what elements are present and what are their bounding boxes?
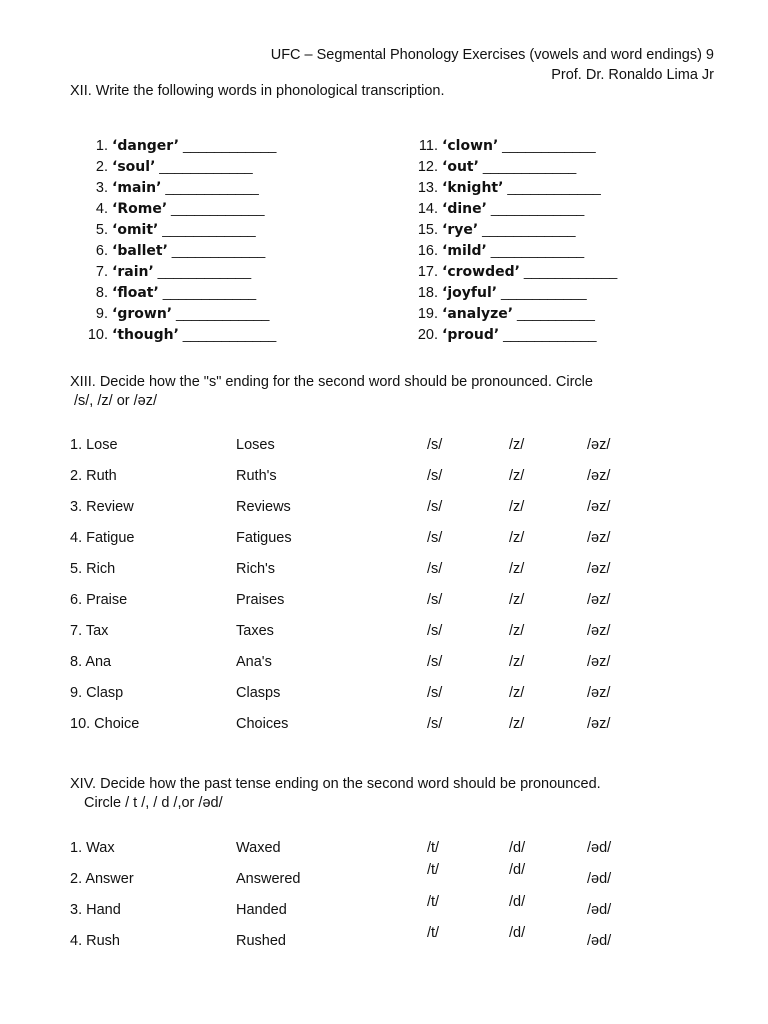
pronunciation-option-2[interactable]: /z/ bbox=[509, 654, 525, 670]
exercise-row bbox=[70, 623, 710, 643]
pronunciation-option-3[interactable]: /əz/ bbox=[587, 716, 611, 732]
inflected-word: Taxes bbox=[236, 623, 274, 639]
item-number: 20. bbox=[417, 327, 438, 343]
item-word: ‘proud’ bbox=[442, 327, 500, 343]
transcription-item bbox=[70, 261, 276, 282]
answer-blank[interactable]: ____________ bbox=[179, 137, 277, 153]
pronunciation-option-1[interactable]: /s/ bbox=[427, 654, 443, 670]
inflected-word: Waxed bbox=[236, 840, 281, 856]
pronunciation-option-1[interactable]: /t/ bbox=[427, 925, 440, 941]
section-xiii-title bbox=[70, 373, 593, 411]
item-word: ‘grown’ bbox=[112, 306, 173, 322]
pronunciation-option-3[interactable]: /əd/ bbox=[587, 871, 612, 887]
item-word: ‘omit’ bbox=[112, 222, 159, 238]
pronunciation-option-2[interactable]: /d/ bbox=[509, 840, 526, 856]
item-number: 10. bbox=[87, 327, 108, 343]
item-number: 2. bbox=[95, 159, 108, 175]
base-word: 2. Ruth bbox=[70, 468, 117, 484]
exercise-row bbox=[70, 592, 710, 612]
inflected-word: Rich's bbox=[236, 561, 276, 577]
pronunciation-option-3[interactable]: /əz/ bbox=[587, 561, 611, 577]
inflected-word: Fatigues bbox=[236, 530, 292, 546]
pronunciation-option-1[interactable]: /t/ bbox=[427, 894, 440, 910]
header-author: Prof. Dr. Ronaldo Lima Jr bbox=[551, 67, 714, 83]
answer-blank[interactable]: __________ bbox=[513, 305, 595, 321]
item-word: ‘soul’ bbox=[112, 159, 156, 175]
page-header bbox=[271, 45, 714, 85]
transcription-item bbox=[70, 156, 276, 177]
transcription-item bbox=[70, 282, 276, 303]
item-word: ‘crowded’ bbox=[442, 264, 520, 280]
exercise-row bbox=[70, 685, 710, 705]
pronunciation-option-1[interactable]: /s/ bbox=[427, 499, 443, 515]
item-word: ‘mild’ bbox=[442, 243, 487, 259]
exercise-row bbox=[70, 468, 710, 488]
transcription-item bbox=[70, 240, 276, 261]
item-word: ‘though’ bbox=[112, 327, 179, 343]
pronunciation-option-1[interactable]: /s/ bbox=[427, 530, 443, 546]
item-number: 14. bbox=[417, 201, 438, 217]
item-word: ‘float’ bbox=[112, 285, 159, 301]
section-xiii-options: /s/, /z/ or /əz/ bbox=[74, 393, 157, 409]
item-number: 12. bbox=[417, 159, 438, 175]
answer-blank[interactable]: ____________ bbox=[486, 242, 585, 258]
pronunciation-option-1[interactable]: /s/ bbox=[427, 623, 443, 639]
transcription-item bbox=[70, 303, 276, 324]
exercise-row bbox=[70, 437, 710, 457]
inflected-word: Choices bbox=[236, 716, 289, 732]
header-course-title: UFC – Segmental Phonology Exercises (vowels and word endings) 9 bbox=[270, 47, 714, 63]
pronunciation-option-3[interactable]: /əz/ bbox=[587, 623, 611, 639]
pronunciation-option-2[interactable]: /d/ bbox=[509, 862, 526, 878]
exercise-row bbox=[70, 499, 710, 519]
item-number: 6. bbox=[95, 243, 108, 259]
base-word: 1. Wax bbox=[70, 840, 115, 856]
pronunciation-option-2[interactable]: /d/ bbox=[509, 925, 526, 941]
item-word: ‘dine’ bbox=[442, 201, 487, 217]
item-number: 8. bbox=[95, 285, 108, 301]
exercise-row bbox=[70, 925, 710, 953]
base-word: 3. Hand bbox=[70, 902, 121, 918]
item-number: 4. bbox=[95, 201, 108, 217]
inflected-word: Ruth's bbox=[236, 468, 277, 484]
item-number: 5. bbox=[95, 222, 108, 238]
answer-blank[interactable]: ____________ bbox=[167, 200, 265, 216]
transcription-item bbox=[416, 198, 617, 219]
pronunciation-option-1[interactable]: /s/ bbox=[427, 592, 443, 608]
answer-blank[interactable]: ____________ bbox=[158, 221, 256, 237]
transcription-item bbox=[70, 198, 276, 219]
answer-blank[interactable]: ____________ bbox=[498, 137, 596, 153]
item-word: ‘ballet’ bbox=[112, 243, 168, 259]
inflected-word: Ana's bbox=[236, 654, 272, 670]
exercise-row bbox=[70, 654, 710, 674]
base-word: 7. Tax bbox=[70, 623, 109, 639]
item-number: 17. bbox=[417, 264, 438, 280]
item-number: 18. bbox=[417, 285, 438, 301]
exercise-row bbox=[70, 716, 710, 736]
exercise-row bbox=[70, 840, 710, 860]
pronunciation-option-1[interactable]: /t/ bbox=[427, 862, 440, 878]
item-word: ‘analyze’ bbox=[442, 306, 514, 322]
item-word: ‘danger’ bbox=[112, 138, 180, 154]
transcription-item bbox=[70, 219, 276, 240]
base-word: 10. Choice bbox=[70, 716, 140, 732]
item-number: 9. bbox=[95, 306, 108, 322]
pronunciation-option-1[interactable]: /s/ bbox=[427, 437, 443, 453]
pronunciation-option-3[interactable]: /əz/ bbox=[587, 592, 611, 608]
exercise-row bbox=[70, 862, 710, 891]
pronunciation-option-2[interactable]: /z/ bbox=[509, 685, 525, 701]
pronunciation-option-1[interactable]: /s/ bbox=[427, 468, 443, 484]
transcription-item bbox=[416, 282, 617, 303]
answer-blank[interactable]: ____________ bbox=[155, 158, 253, 174]
inflected-word: Rushed bbox=[236, 933, 286, 949]
section-xiii-instruction: XIII. Decide how the "s" ending for the second word should be pronounced. Circle bbox=[70, 374, 593, 390]
transcription-item bbox=[416, 135, 617, 156]
pronunciation-option-1[interactable]: /t/ bbox=[427, 840, 440, 856]
item-word: ‘main’ bbox=[112, 180, 162, 196]
section-xiv-options: Circle / t /, / d /,or /əd/ bbox=[84, 795, 223, 811]
transcription-item bbox=[416, 261, 617, 282]
base-word: 3. Review bbox=[70, 499, 134, 515]
inflected-word: Answered bbox=[236, 871, 301, 887]
base-word: 6. Praise bbox=[70, 592, 128, 608]
item-word: ‘out’ bbox=[442, 159, 479, 175]
transcription-item bbox=[416, 240, 617, 261]
item-number: 7. bbox=[95, 264, 108, 280]
inflected-word: Clasps bbox=[236, 685, 281, 701]
base-word: 4. Fatigue bbox=[70, 530, 135, 546]
transcription-item bbox=[70, 135, 276, 156]
section-xii-title: XII. Write the following words in phonological transcription. bbox=[70, 83, 445, 99]
answer-blank[interactable]: ____________ bbox=[519, 263, 618, 279]
inflected-word: Loses bbox=[236, 437, 275, 453]
pronunciation-option-3[interactable]: /əz/ bbox=[587, 468, 611, 484]
pronunciation-option-3[interactable]: /əz/ bbox=[587, 685, 611, 701]
pronunciation-option-3[interactable]: /əd/ bbox=[587, 902, 612, 918]
section-xii-left-list bbox=[70, 135, 276, 345]
inflected-word: Reviews bbox=[236, 499, 291, 515]
pronunciation-option-1[interactable]: /s/ bbox=[427, 561, 443, 577]
transcription-item bbox=[416, 324, 617, 345]
base-word: 2. Answer bbox=[70, 871, 134, 887]
item-word: ‘knight’ bbox=[442, 180, 504, 196]
answer-blank[interactable]: ____________ bbox=[153, 263, 252, 279]
pronunciation-option-3[interactable]: /əz/ bbox=[587, 654, 611, 670]
answer-blank[interactable]: ____________ bbox=[478, 158, 577, 174]
pronunciation-option-3[interactable]: /əd/ bbox=[587, 933, 612, 949]
item-number: 16. bbox=[417, 243, 438, 259]
pronunciation-option-2[interactable]: /z/ bbox=[509, 499, 525, 515]
item-word: ‘rain’ bbox=[112, 264, 154, 280]
pronunciation-option-2[interactable]: /z/ bbox=[509, 437, 525, 453]
exercise-row bbox=[70, 530, 710, 550]
inflected-word: Handed bbox=[236, 902, 287, 918]
pronunciation-option-2[interactable]: /z/ bbox=[509, 592, 525, 608]
item-number: 19. bbox=[417, 306, 438, 322]
transcription-item bbox=[416, 303, 617, 324]
item-word: ‘Rome’ bbox=[112, 201, 168, 217]
answer-blank[interactable]: ____________ bbox=[486, 200, 585, 216]
answer-blank[interactable]: ____________ bbox=[478, 221, 576, 237]
transcription-item bbox=[416, 177, 617, 198]
pronunciation-option-3[interactable]: /əz/ bbox=[587, 437, 611, 453]
transcription-item bbox=[70, 177, 276, 198]
pronunciation-option-2[interactable]: /z/ bbox=[509, 561, 525, 577]
exercise-row bbox=[70, 561, 710, 581]
section-xiv-title bbox=[70, 775, 601, 813]
item-number: 13. bbox=[417, 180, 438, 196]
item-number: 15. bbox=[417, 222, 438, 238]
pronunciation-option-2[interactable]: /z/ bbox=[509, 623, 525, 639]
answer-blank[interactable]: ____________ bbox=[503, 179, 601, 195]
transcription-item bbox=[70, 324, 276, 345]
transcription-item bbox=[416, 219, 617, 240]
pronunciation-option-1[interactable]: /s/ bbox=[427, 716, 443, 732]
answer-blank[interactable]: ____________ bbox=[499, 326, 597, 342]
answer-blank[interactable]: ____________ bbox=[178, 326, 277, 342]
answer-blank[interactable]: ____________ bbox=[167, 242, 266, 258]
answer-blank[interactable]: ____________ bbox=[158, 284, 257, 300]
pronunciation-option-3[interactable]: /əd/ bbox=[587, 840, 612, 856]
item-number: 3. bbox=[95, 180, 108, 196]
answer-blank[interactable]: ___________ bbox=[497, 284, 587, 300]
base-word: 5. Rich bbox=[70, 561, 116, 577]
item-word: ‘rye’ bbox=[442, 222, 479, 238]
pronunciation-option-2[interactable]: /z/ bbox=[509, 468, 525, 484]
exercise-row bbox=[70, 894, 710, 922]
section-xii-right-list bbox=[416, 135, 617, 345]
item-number: 11. bbox=[418, 138, 438, 154]
pronunciation-option-2[interactable]: /z/ bbox=[509, 530, 525, 546]
pronunciation-option-3[interactable]: /əz/ bbox=[587, 499, 611, 515]
pronunciation-option-1[interactable]: /s/ bbox=[427, 685, 443, 701]
base-word: 1. Lose bbox=[70, 437, 118, 453]
answer-blank[interactable]: ____________ bbox=[161, 179, 259, 195]
item-word: ‘clown’ bbox=[442, 138, 499, 154]
base-word: 4. Rush bbox=[70, 933, 120, 949]
inflected-word: Praises bbox=[236, 592, 285, 608]
base-word: 9. Clasp bbox=[70, 685, 124, 701]
section-xiv-instruction: XIV. Decide how the past tense ending on the second word should be pronounced. bbox=[70, 776, 601, 792]
answer-blank[interactable]: ____________ bbox=[172, 305, 270, 321]
base-word: 8. Ana bbox=[70, 654, 112, 670]
transcription-item bbox=[416, 156, 617, 177]
pronunciation-option-2[interactable]: /z/ bbox=[509, 716, 525, 732]
item-number: 1. bbox=[95, 138, 108, 154]
pronunciation-option-2[interactable]: /d/ bbox=[509, 894, 526, 910]
pronunciation-option-3[interactable]: /əz/ bbox=[587, 530, 611, 546]
item-word: ‘joyful’ bbox=[442, 285, 498, 301]
